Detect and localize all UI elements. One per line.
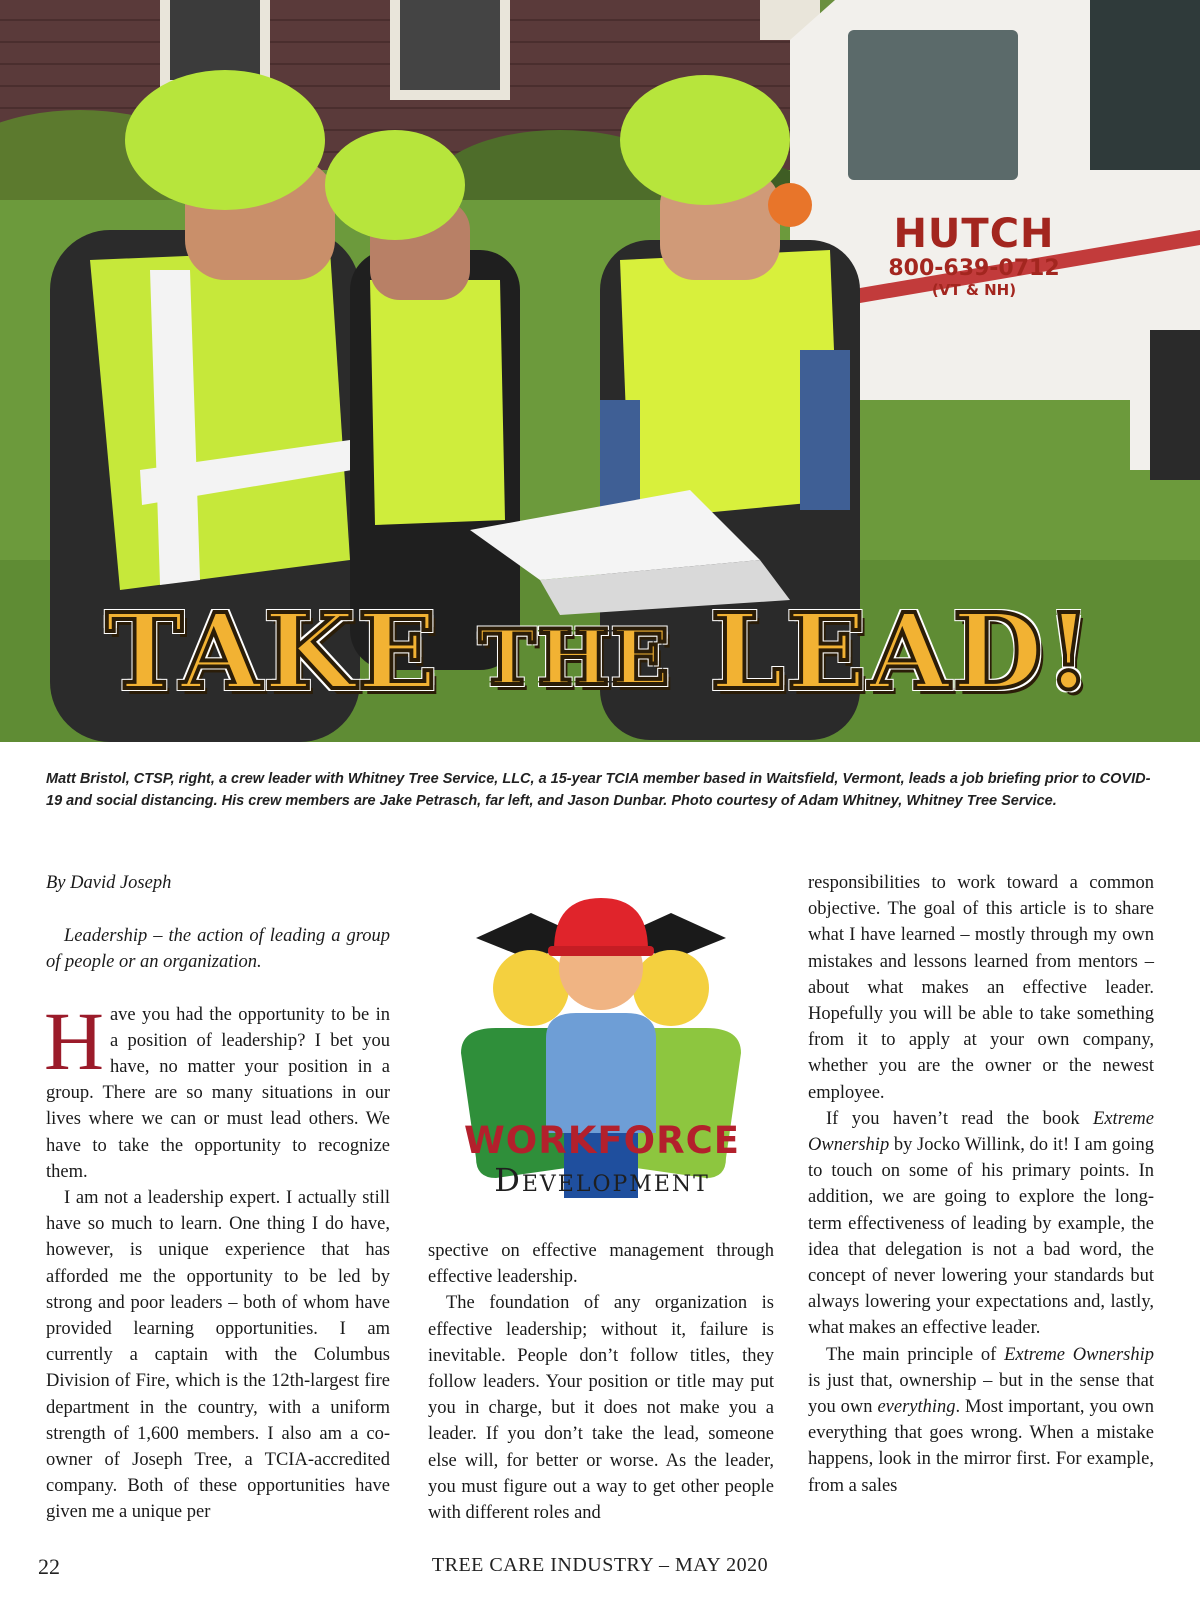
page-number: 22 xyxy=(38,1554,60,1579)
left-head xyxy=(493,950,569,1026)
paragraph-continued: responsibilities to work toward a common objective. The goal of this article is to share what I have learned – mostly through my own mistakes and lessons learned from mentors – about what makes an effective leader. Hopefully you will be able to take something from it to apply at your own company, whether you are the owner or the newest employee. xyxy=(808,873,1154,1103)
emphasis: everything xyxy=(877,1397,956,1418)
hard-hat-icon xyxy=(554,898,648,950)
paragraph-text: . Most important, you own everything that goes wrong. When a mistake happens, look in the mirror first. For example, from a sales xyxy=(808,1397,1154,1496)
paragraph: I am not a leadership expert. I actually still have so much to learn. One thing I do have, however, is unique experience that has afforded me the opportunity to be led by strong and poor leaders – both of whom have provided learning opportunities. I am currently a captain with the Columbus Division of Fire, which is the 12th-largest fire department in the country, with a uniform strength of 1,600 members. I also am a co-owner of Joseph Tree, a TCIA-accredited company. Both of these opportunities have given me a unique per xyxy=(46,1188,390,1523)
paragraph-text: The main principle of xyxy=(826,1344,1005,1365)
byline: By David Joseph xyxy=(46,873,172,893)
logo-word-workforce: WORKFORCE xyxy=(463,1119,741,1162)
photo-caption: Matt Bristol, CTSP, right, a crew leader with Whitney Tree Service, LLC, a 15-year TCIA member based in Waitsfield, Vermont, leads a job briefing prior to COVID-19 and social distancing. His crew members are Jake Petrasch, far left, and Jason Dunbar. Photo courtesy of Adam Whitney, Whitney Tree Service. xyxy=(46,771,1151,809)
headline-word-lead: LEAD! xyxy=(710,590,1095,713)
article-headline xyxy=(90,590,1110,713)
article-column-2 xyxy=(428,1238,774,1526)
right-head xyxy=(633,950,709,1026)
headline-word-the: THE xyxy=(478,613,672,702)
drop-cap: H xyxy=(44,994,104,1087)
paragraph-text: If you haven’t read the book xyxy=(826,1108,1094,1129)
article-column-1 xyxy=(46,870,390,1526)
article-column-3 xyxy=(808,870,1154,1499)
hero-photo xyxy=(0,0,1200,742)
truck-lettering xyxy=(864,211,1084,299)
paragraph-text: by Jocko Willink, do it! I am going to touch on some of his primary points. In addition, we are going to explore the long-term effectiveness of leading by example, the idea that delegation is not a bad word, the concept of never lowering your standards but always lowering your expectations and, lastly, what makes an effective leader. xyxy=(808,1135,1154,1339)
truck-phone: 800-639-0712 xyxy=(888,256,1060,281)
book-title: Extreme Ownership xyxy=(808,1108,1154,1156)
truck-name: HUTCH xyxy=(893,211,1055,257)
opening-paragraph xyxy=(44,994,390,1185)
paragraph-continued: spective on effective management through effective leadership. xyxy=(428,1241,774,1288)
paragraph xyxy=(808,1106,1154,1342)
book-title: Extreme Ownership xyxy=(1004,1344,1154,1365)
headline-word-take: TAKE xyxy=(105,590,440,713)
publication-footer: TREE CARE INDUSTRY – MAY 2020 xyxy=(431,1554,769,1576)
definition-quote: Leadership – the action of leading a group of people or an organization. xyxy=(46,926,390,973)
truck-region: (VT & NH) xyxy=(931,281,1017,299)
logo-word-development: Development xyxy=(494,1161,710,1199)
paragraph: The foundation of any organization is effective leadership; without it, failure is inevitable. People don’t follow titles, they follow leaders. Your position or title may put you in charge, but it does not make you a leader. If you don’t take the lead, someone else will, for better or worse. As the leader, you must figure out a way to get other people with different roles and xyxy=(428,1293,774,1524)
paragraph xyxy=(808,1342,1154,1499)
center-figure xyxy=(546,1013,656,1133)
paragraph-text: is just that, ownership – but in the sense that you own xyxy=(808,1370,1154,1418)
opening-paragraph-text: ave you had the opportunity to be in a position of leadership? I bet you have, no matter your position in a group. There are so many situations in our lives where we can or must lead others. We have to take the opportunity to recognize them. xyxy=(46,1004,390,1182)
